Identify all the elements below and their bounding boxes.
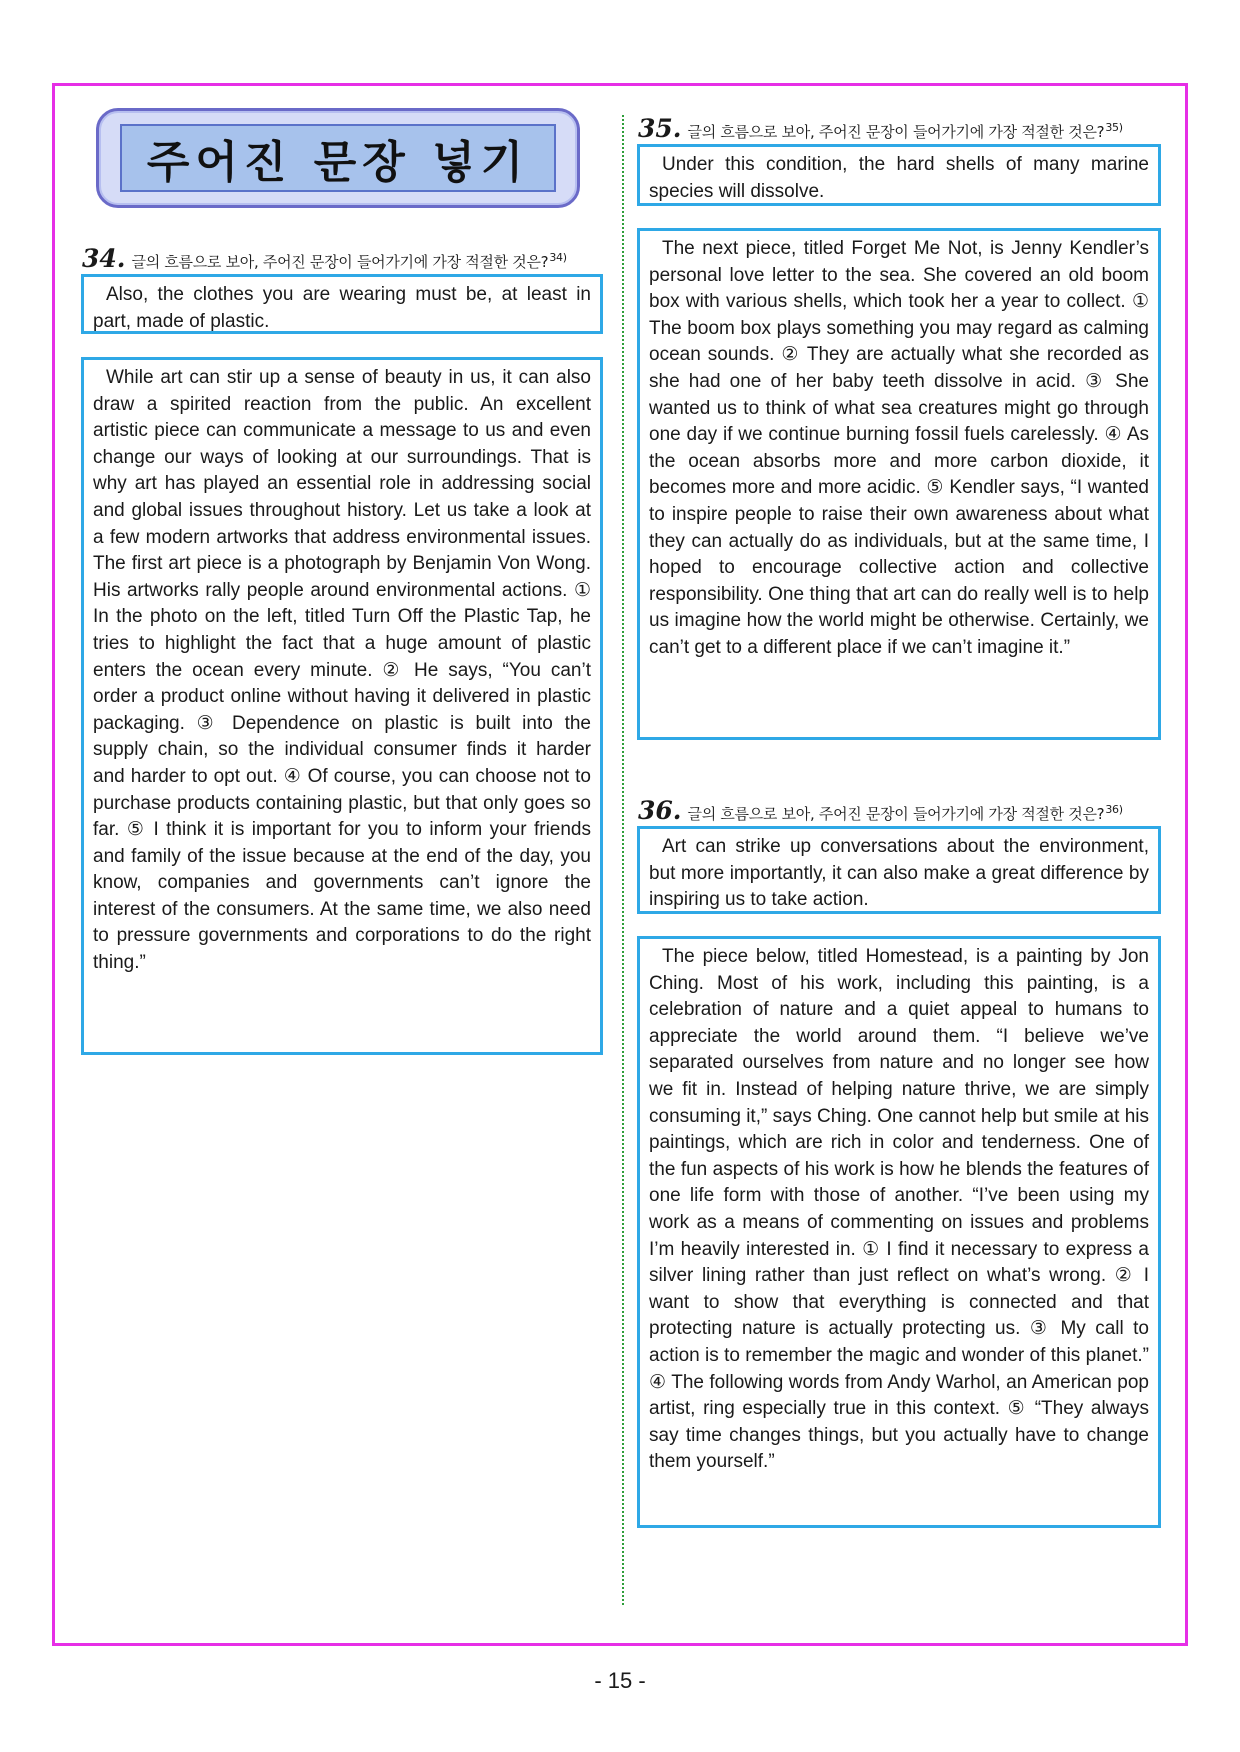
question-34-header [82, 244, 567, 273]
question-prompt: 글의 흐름으로 보아, 주어진 문장이 들어가기에 가장 적절한 것은?$^{35)}$ [687, 121, 1123, 141]
question-35-given-sentence-box [637, 144, 1161, 206]
footnote-marker: 34) [549, 251, 567, 264]
given-sentence: Art can strike up conversations about the environment, but more importantly, it can also make a great difference by inspiring us to take action. [649, 836, 1149, 911]
passage-text: While art can stir up a sense of beauty in us, it can also draw a spirited reaction from the public. An excellent artistic piece can communicate a message to us and even change our ways of looking at our surroundings. That is why art has played an essential role in addressing social and global issues throughout history. Let us take a look at a few modern artworks that address environmental issues. The first art piece is a photograph by Benjamin Von Wong. His artworks rally people around environmental actions. ① In the photo on the left, titled Turn Off the Plastic Tap, he tries to highlight the fact that a huge amount of plastic enters the ocean every minute. ② He says, “You can’t order a product online without having it delivered in plastic packaging. ③ Dependence on plastic is built into the supply chain, so the individual consumer finds it harder and harder to opt out. ④ Of course, you can choose not to purchase products containing plastic, but that only goes so far. ⑤ I think it is important for you to inform your friends and family of the issue because at the end of the day, you know, companies and governments can’t ignore the interest of the consumers. At the same time, we also need to pressure governments and corporations to do the right thing.” [93, 367, 591, 974]
question-number: 34. [82, 244, 126, 273]
question-35-passage-box [637, 228, 1161, 740]
given-sentence: Also, the clothes you are wearing must be, at least in part, made of plastic. [93, 284, 591, 332]
column-divider [622, 115, 624, 1605]
given-sentence: Under this condition, the hard shells of many marine species will dissolve. [649, 154, 1149, 202]
question-prompt: 글의 흐름으로 보아, 주어진 문장이 들어가기에 가장 적절한 것은?$^{34)}$ [131, 251, 567, 271]
section-title: 주어진 문장 넣기 [146, 137, 530, 188]
question-prompt: 글의 흐름으로 보아, 주어진 문장이 들어가기에 가장 적절한 것은?$^{36)}$ [687, 803, 1123, 823]
question-34-passage-box [81, 357, 603, 1055]
passage-text: The piece below, titled Homestead, is a painting by Jon Ching. Most of his work, including this painting, is a celebration of nature and a quiet appeal to humans to appreciate the world around them. “I believe we’ve separated ourselves from nature and no longer see how we fit in. Instead of helping nature thrive, we are simply consuming it,” says Ching. One cannot help but smile at his paintings, which are rich in color and tenderness. One of the fun aspects of his work is how he blends the features of one life form with those of another. “I’ve been using my work as a means of commenting on issues and problems I’m heavily interested in. ① I find it necessary to express a silver lining rather than just reflect on what’s wrong. ② I want to show that everything is connected and that protecting nature is actually protecting us. ③ My call to action is to remember the magic and wonder of this planet.” ④ The following words from Andy Warhol, an American pop artist, ring especially true in this context. ⑤ “They always say time changes things, but you actually have to change them yourself.” [649, 946, 1149, 1473]
footnote-marker: 35) [1105, 121, 1123, 134]
passage-text: The next piece, titled Forget Me Not, is Jenny Kendler’s personal love letter to the sea. She covered an old boom box with various shells, which took her a year to collect. ① The boom box plays something you may regard as calming ocean sounds. ② They are actually what she recorded as she had one of her baby teeth dissolve in acid. ③ She wanted us to think of what sea creatures might go through one day if we continue burning fossil fuels carelessly. ④ As the ocean absorbs more and more carbon dioxide, it becomes more and more acidic. ⑤ Kendler says, “I wanted to inspire people to raise their own awareness about what they can actually do as individuals, but at the same time, I hoped to encourage collective action and collective responsibility. One thing that art can do really well is to help us imagine how the world might be otherwise. Certainly, we can’t get to a different place if we can’t imagine it.” [649, 238, 1149, 658]
question-36-header [638, 796, 1123, 825]
question-number: 35. [638, 114, 682, 143]
question-36-given-sentence-box [637, 826, 1161, 914]
section-title-box [120, 124, 556, 192]
question-36-passage-box [637, 936, 1161, 1528]
page-number: - 15 - [594, 1668, 646, 1693]
question-34-given-sentence-box [81, 274, 603, 334]
question-35-header [638, 114, 1123, 143]
footnote-marker: 36) [1105, 803, 1123, 816]
question-number: 36. [638, 796, 682, 825]
